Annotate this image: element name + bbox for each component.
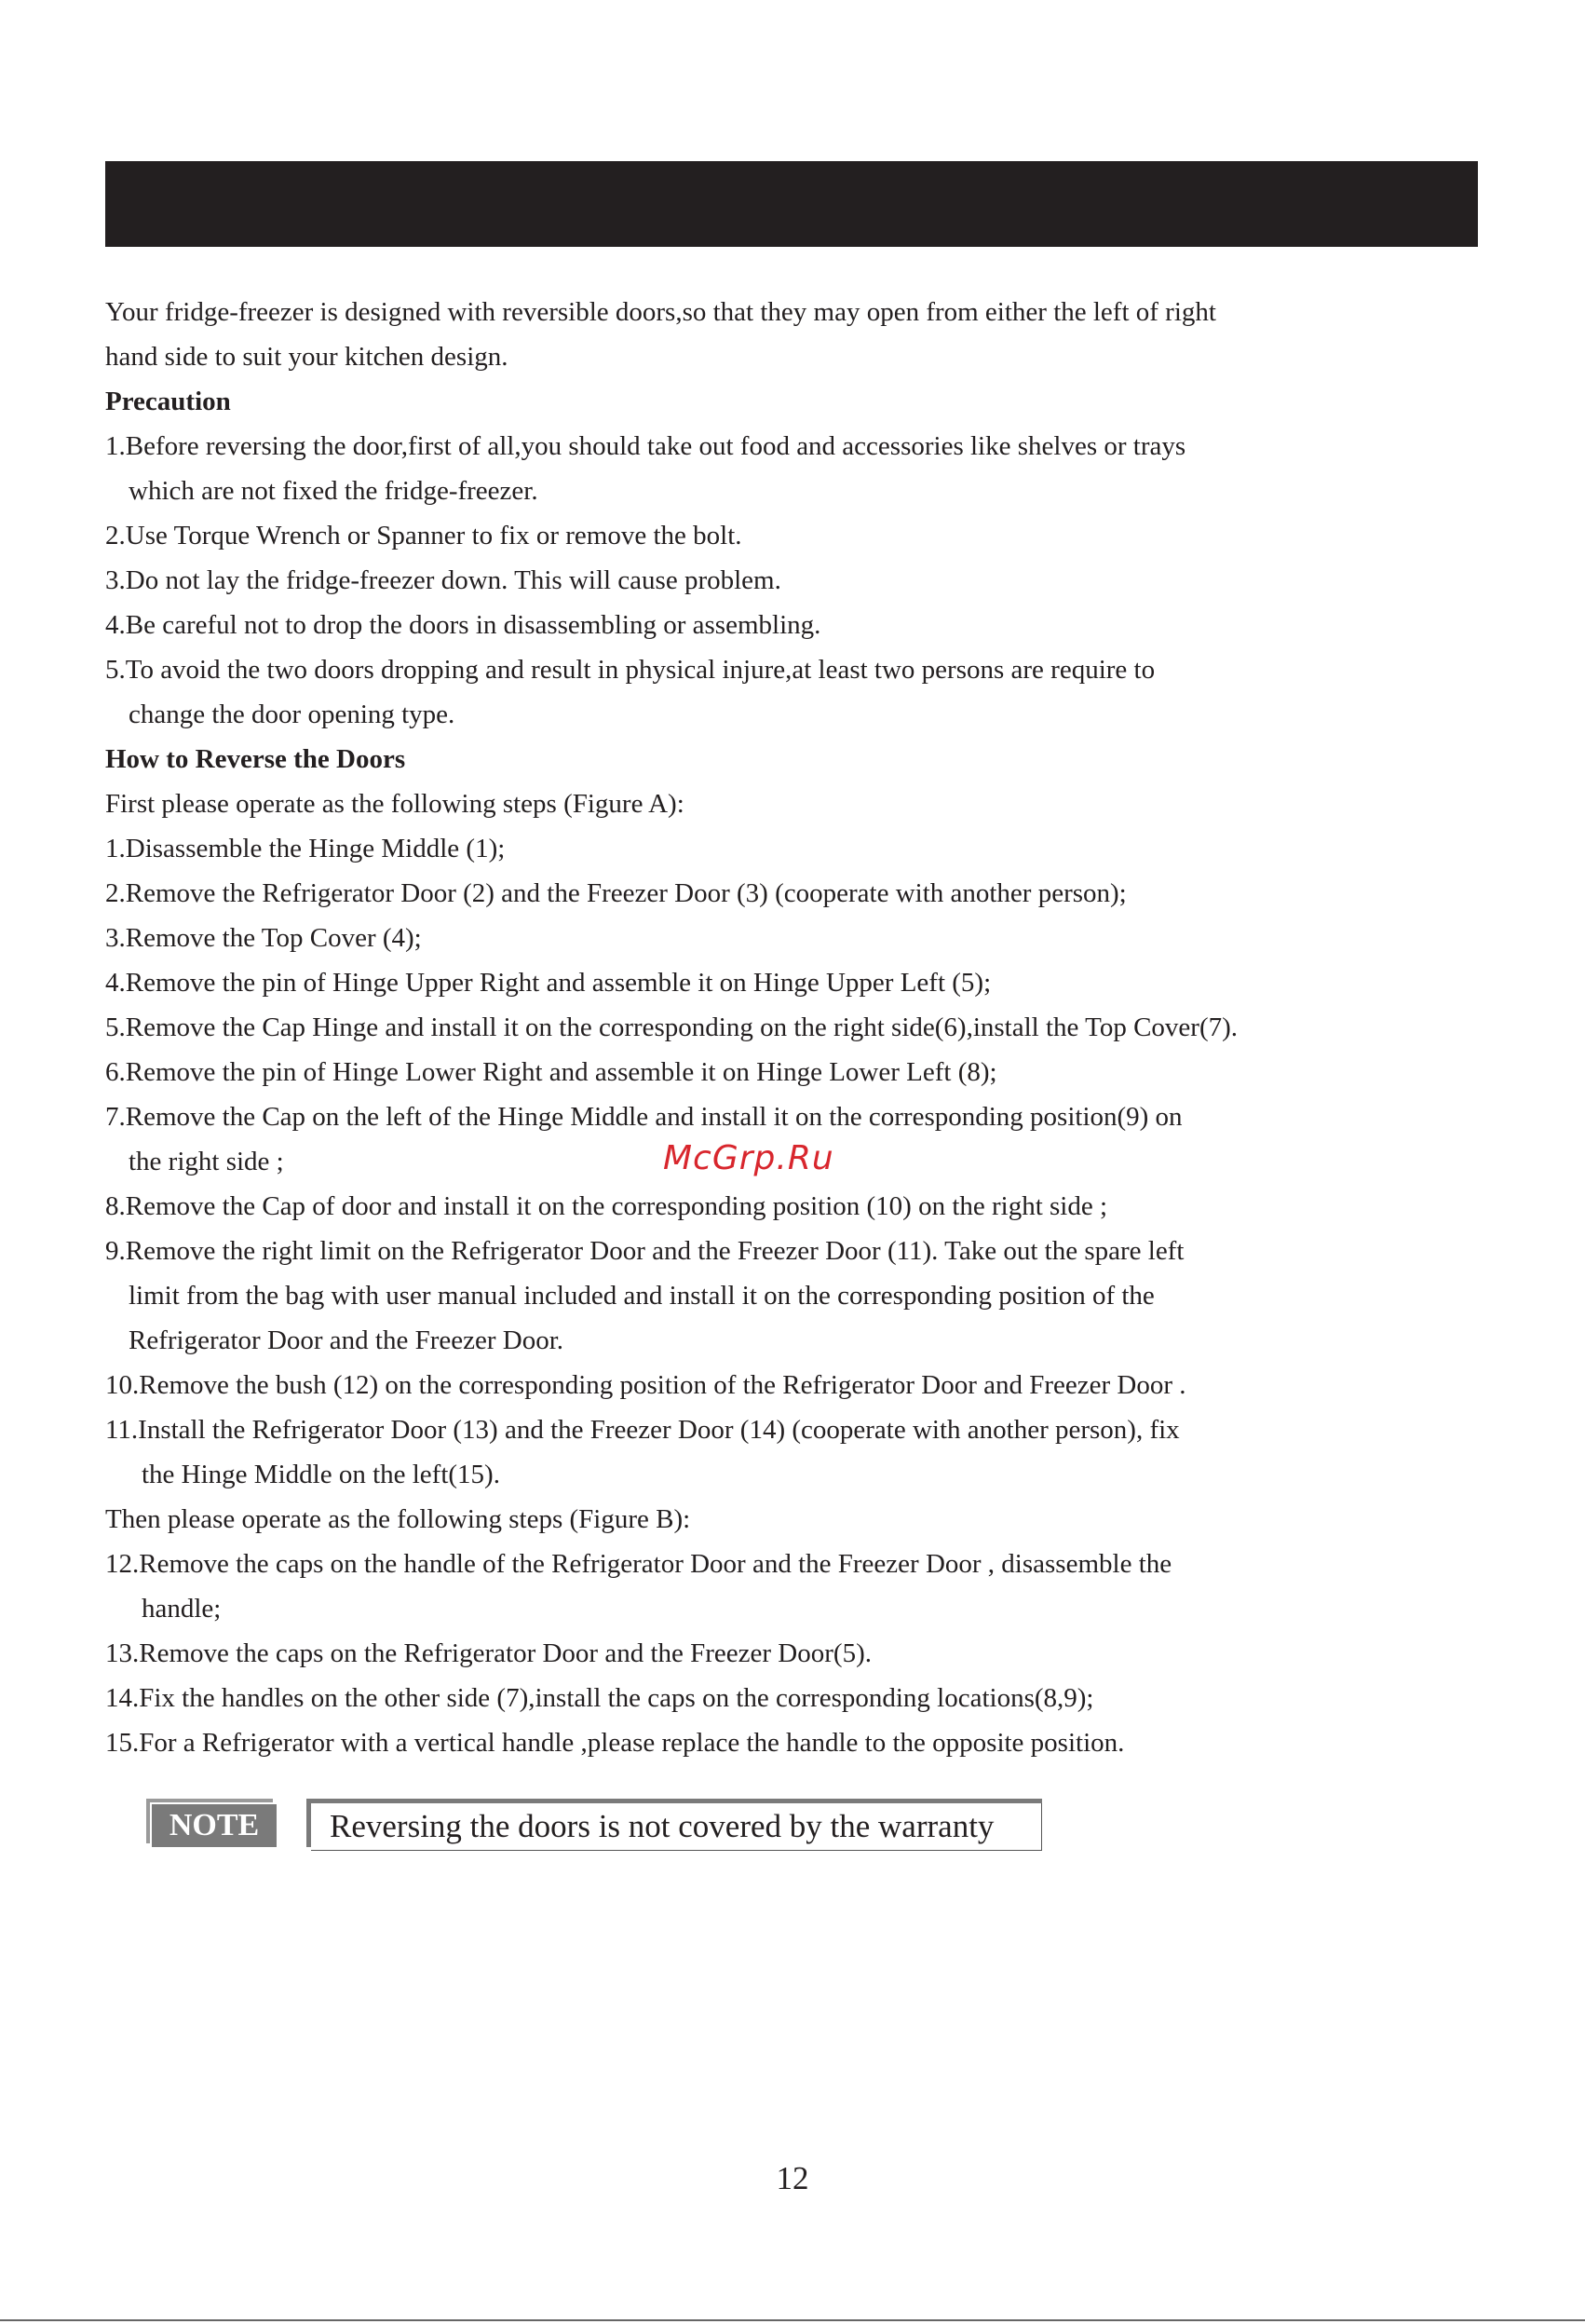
- list-item-continuation: the Hinge Middle on the left(15).: [142, 1460, 500, 1489]
- list-item: 11.Install the Refrigerator Door (13) and the Freezer Door (14) (cooperate with another person), fix: [105, 1415, 1180, 1445]
- bottom-rule: [0, 2319, 1585, 2321]
- note-badge-shadow-left: [146, 1799, 150, 1843]
- list-item: 5.Remove the Cap Hinge and install it on the corresponding on the right side(6),install the Top Cover(7).: [105, 1013, 1239, 1042]
- page-number: 12: [776, 2160, 809, 2196]
- list-item: 5.To avoid the two doors dropping and result in physical injure,at least two persons are require to: [105, 655, 1156, 685]
- note-label: NOTE: [152, 1804, 277, 1847]
- list-item-continuation: change the door opening type.: [129, 700, 455, 729]
- list-item: 4.Remove the pin of Hinge Upper Right and assemble it on Hinge Upper Left (5);: [105, 968, 992, 998]
- list-item: 1.Before reversing the door,first of all,you should take out food and accessories like shelves or trays: [105, 431, 1186, 461]
- list-item: 7.Remove the Cap on the left of the Hinge Middle and install it on the corresponding position(9) on: [105, 1102, 1183, 1132]
- figure-b-intro: Then please operate as the following steps (Figure B):: [105, 1504, 691, 1534]
- list-item: 4.Be careful not to drop the doors in disassembling or assembling.: [105, 610, 821, 640]
- note-badge-shadow-top: [146, 1799, 273, 1802]
- list-item: 15.For a Refrigerator with a vertical handle ,please replace the handle to the opposite position.: [105, 1728, 1125, 1758]
- list-item: 2.Use Torque Wrench or Spanner to fix or remove the bolt.: [105, 521, 742, 550]
- list-item: 2.Remove the Refrigerator Door (2) and the Freezer Door (3) (cooperate with another person);: [105, 878, 1127, 908]
- note-badge: [146, 1799, 277, 1847]
- precaution-heading: Precaution: [105, 387, 231, 416]
- list-item: 14.Fix the handles on the other side (7),install the caps on the corresponding locations(8,9);: [105, 1683, 1094, 1713]
- list-item: 10.Remove the bush (12) on the corresponding position of the Refrigerator Door and Freezer Door .: [105, 1370, 1186, 1400]
- watermark: McGrp.Ru: [663, 1139, 834, 1177]
- intro-line: Your fridge-freezer is designed with reversible doors,so that they may open from either the left of right: [105, 297, 1216, 327]
- list-item: 13.Remove the caps on the Refrigerator Door and the Freezer Door(5).: [105, 1638, 872, 1668]
- note-box: [306, 1799, 1042, 1851]
- list-item-continuation: which are not fixed the fridge-freezer.: [129, 476, 538, 506]
- list-item-continuation: the right side ;: [129, 1147, 284, 1176]
- list-item-continuation: limit from the bag with user manual included and install it on the corresponding position of the: [129, 1281, 1155, 1311]
- reverse-heading: How to Reverse the Doors: [105, 744, 406, 774]
- list-item-continuation: Refrigerator Door and the Freezer Door.: [129, 1325, 564, 1355]
- body-text: [105, 290, 1483, 1765]
- list-item: 3.Do not lay the fridge-freezer down. This will cause problem.: [105, 565, 781, 595]
- list-item: 9.Remove the right limit on the Refrigerator Door and the Freezer Door (11). Take out the spare left: [105, 1236, 1185, 1266]
- list-item: 8.Remove the Cap of door and install it on the corresponding position (10) on the right side ;: [105, 1191, 1108, 1221]
- intro-line: hand side to suit your kitchen design.: [105, 342, 508, 372]
- precaution-list: [105, 424, 1483, 737]
- figure-a-intro: First please operate as the following steps (Figure A):: [105, 789, 684, 819]
- list-item: 12.Remove the caps on the handle of the Refrigerator Door and the Freezer Door , disassemble the: [105, 1549, 1172, 1579]
- list-item: 6.Remove the pin of Hinge Lower Right and assemble it on Hinge Lower Left (8);: [105, 1057, 997, 1087]
- list-item-continuation: handle;: [142, 1594, 222, 1624]
- list-item: 1.Disassemble the Hinge Middle (1);: [105, 834, 506, 863]
- header-bar: [105, 161, 1478, 247]
- note-text: Reversing the doors is not covered by the warranty: [330, 1808, 995, 1844]
- list-item: 3.Remove the Top Cover (4);: [105, 923, 422, 953]
- steps-b-list: [105, 1542, 1483, 1765]
